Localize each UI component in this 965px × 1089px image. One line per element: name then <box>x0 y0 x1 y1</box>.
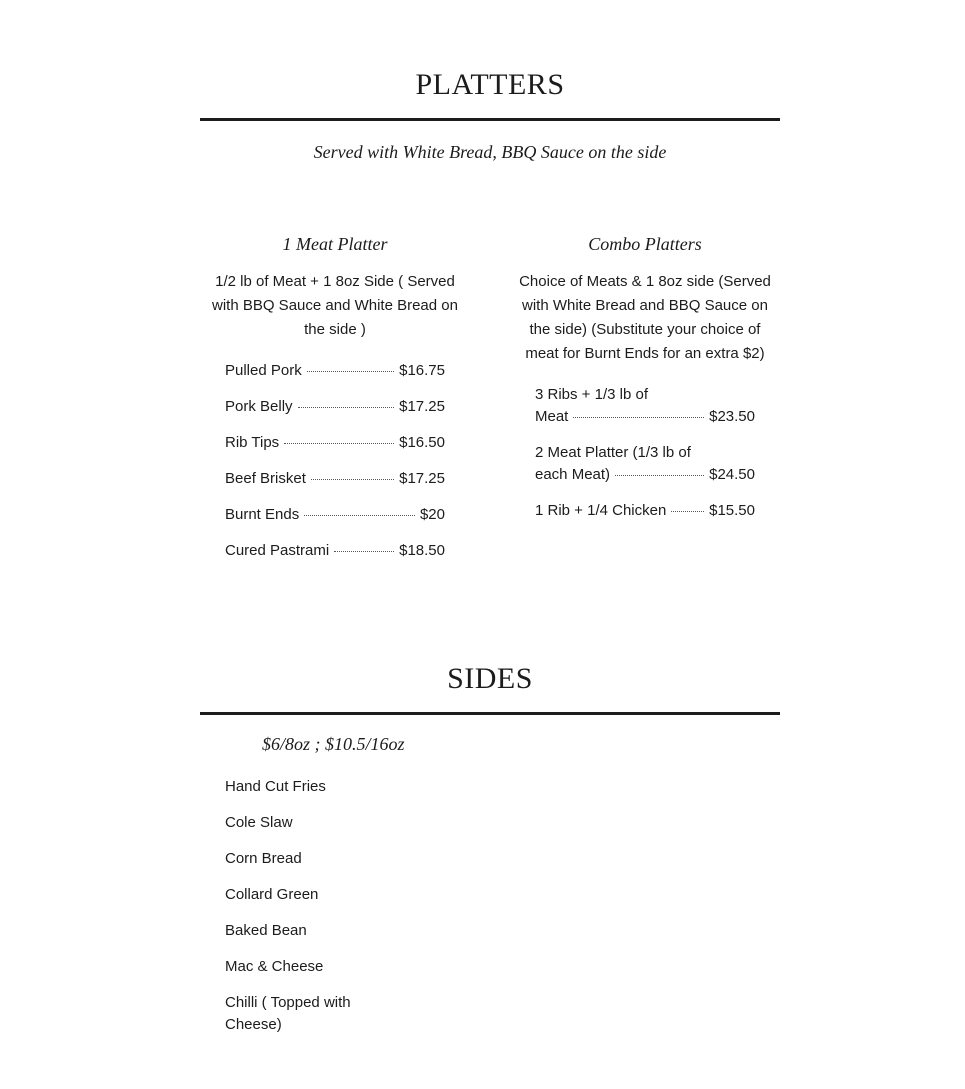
item-name: Pork Belly <box>225 398 293 415</box>
sides-subtitle: $6/8oz ; $10.5/16oz <box>262 734 405 754</box>
item-price: $15.50 <box>709 502 755 519</box>
dot-leader <box>573 417 704 418</box>
dot-leader <box>311 479 394 480</box>
description-line: Choice of Meats & 1 8oz side (Served <box>519 273 771 290</box>
item-price: $17.25 <box>399 398 445 415</box>
sides-title: SIDES <box>447 662 533 695</box>
item-price: $17.25 <box>399 470 445 487</box>
combo-platters-description <box>510 270 780 366</box>
menu-item-rib-tips <box>225 432 445 454</box>
menu-item-beef-brisket <box>225 468 445 490</box>
item-price: $18.50 <box>399 542 445 559</box>
side-item: Hand Cut Fries <box>225 778 326 795</box>
item-price: $16.75 <box>399 362 445 379</box>
dot-leader <box>304 515 415 516</box>
menu-item-burnt-ends <box>225 504 445 526</box>
side-item: Corn Bread <box>225 850 302 867</box>
description-line: with BBQ Sauce and White Bread on <box>212 297 458 314</box>
side-item-line: Chilli ( Topped with <box>225 994 351 1011</box>
dot-leader <box>615 475 704 476</box>
platters-subtitle: Served with White Bread, BBQ Sauce on the side <box>313 142 667 162</box>
dot-leader <box>284 443 394 444</box>
platters-title: PLATTERS <box>415 68 565 101</box>
item-name: Burnt Ends <box>225 506 300 523</box>
item-price: $20 <box>419 506 445 523</box>
side-item: Cole Slaw <box>225 814 293 831</box>
side-item-chilli <box>225 992 351 1036</box>
item-price: $24.50 <box>709 466 755 483</box>
dot-leader <box>334 551 394 552</box>
item-name-line: 3 Ribs + 1/3 lb of <box>535 386 648 403</box>
menu-item-cured-pastrami <box>225 540 445 562</box>
item-name: 1 Rib + 1/4 Chicken <box>535 502 667 519</box>
side-item: Mac & Cheese <box>225 958 324 975</box>
dot-leader <box>298 407 395 408</box>
item-name: Pulled Pork <box>225 362 302 379</box>
menu-item-2-meat-platter <box>535 442 755 486</box>
menu-item-pork-belly <box>225 396 445 418</box>
side-item: Collard Green <box>225 886 319 903</box>
item-price: $16.50 <box>399 434 445 451</box>
item-name: Beef Brisket <box>225 470 306 487</box>
description-line: with White Bread and BBQ Sauce on <box>522 297 768 314</box>
menu-item-1-rib-chicken <box>535 500 755 522</box>
one-meat-platter-title: 1 Meat Platter <box>282 234 388 254</box>
dot-leader <box>671 511 704 512</box>
menu-item-3-ribs <box>535 384 755 428</box>
side-item-line: Cheese) <box>225 1016 282 1033</box>
menu-item-pulled-pork <box>225 360 445 382</box>
description-line: 1/2 lb of Meat + 1 8oz Side ( Served <box>215 273 455 290</box>
one-meat-platter-description <box>200 270 470 342</box>
description-line: the side ) <box>304 321 366 338</box>
item-name: each Meat) <box>535 466 611 483</box>
item-name: Meat <box>535 408 569 425</box>
sides-divider <box>200 712 780 715</box>
description-line: the side) (Substitute your choice of <box>529 321 761 338</box>
item-price: $23.50 <box>709 408 755 425</box>
description-line: meat for Burnt Ends for an extra $2) <box>525 345 765 362</box>
combo-platters-title: Combo Platters <box>588 234 702 254</box>
platters-divider <box>200 118 780 121</box>
dot-leader <box>307 371 394 372</box>
item-name: Rib Tips <box>225 434 280 451</box>
item-name-line: 2 Meat Platter (1/3 lb of <box>535 444 691 461</box>
item-name: Cured Pastrami <box>225 542 330 559</box>
side-item: Baked Bean <box>225 922 307 939</box>
